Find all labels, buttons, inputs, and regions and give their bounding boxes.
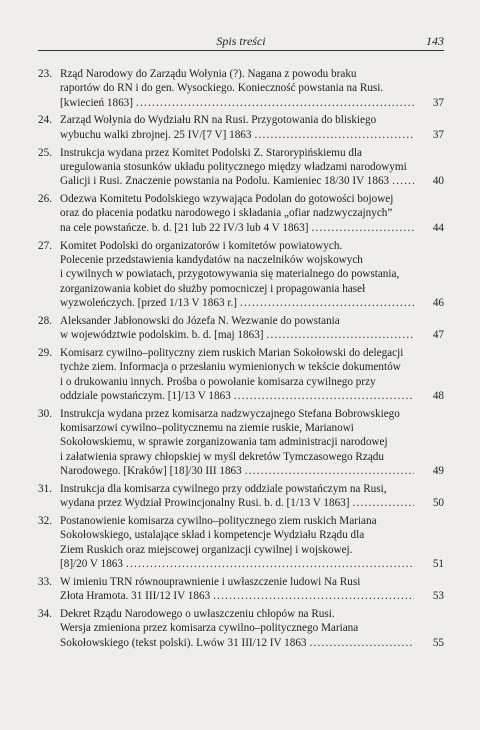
toc-entry-number: 32.: [38, 514, 52, 527]
toc-entry-text: Odezwa Komitetu Podolskiego wzywająca Podolan do gotowości bojowej: [60, 193, 394, 206]
toc-entry-text: komisarzowi cywilno–politycznemu na ziemie ruskie, Marianowi: [60, 421, 354, 434]
toc-entry-page: 49: [432, 464, 444, 477]
toc-entry-text: Komitet Podolski do organizatorów i komitetów powiatowych.: [60, 239, 343, 252]
toc-entry-text: Postanowienie komisarza cywilno–politycznego ziem ruskich Mariana: [60, 514, 377, 527]
dot-leader: [310, 636, 414, 650]
toc-entry-text: W imieniu TRN równouprawnienie i uwłaszczenie ludowi Na Rusi: [60, 575, 361, 588]
toc-entry-text: uregulowania stosunków układu politycznego między władzami narodowymi: [60, 160, 407, 173]
toc-entry-text: raportów do RN i do gen. Wysockiego. Konieczność powstania na Rusi.: [60, 82, 384, 95]
toc-entry: [38, 346, 444, 403]
page-number: 143: [426, 34, 444, 48]
toc-entry-text: Dekret Rządu Narodowego o uwłaszczeniu chłopów na Rusi.: [60, 607, 335, 620]
toc-entry-text: Komisarz cywilno–polityczny ziem ruskich Marian Sokołowski do delegacji: [60, 346, 404, 359]
toc-entry-text: i cywilnych w powiatach, przygotowywania się materialnego do powstania,: [60, 268, 400, 281]
toc-entry-number: 27.: [38, 239, 52, 252]
table-of-contents: [38, 67, 444, 653]
toc-entry-text: tychże ziem. Informacja o przesłaniu wymienionych w tekście dokumentów: [60, 361, 401, 374]
toc-entry: [38, 482, 444, 511]
toc-entry-text: Sokołowskiemu, w sprawie zorganizowania tam administracji narodowej: [60, 436, 388, 449]
toc-entry: [38, 514, 444, 571]
toc-entry-text: Wersja zmieniona przez komisarza cywilno–politycznego Mariana: [60, 622, 359, 635]
dot-leader: [267, 328, 414, 342]
toc-entry-text: Złota Hramota. 31 III/12 IV 1863: [60, 590, 211, 603]
toc-entry-text: wydana przez Wydział Prowincjonalny Rusi. b. d. [1/13 V 1863]: [60, 497, 350, 510]
dot-leader: [126, 557, 414, 571]
dot-leader: [234, 389, 414, 403]
toc-entry-text: oraz do płacenia podatku narodowego i składania „ofiar nadzwyczajnych”: [60, 207, 393, 220]
toc-entry-page: 50: [432, 497, 444, 510]
toc-entry-page: 46: [432, 296, 444, 309]
toc-entry-text: Narodowego. [Kraków] [18]/30 III 1863: [60, 464, 242, 477]
toc-entry-page: 47: [432, 329, 444, 342]
dot-leader: [213, 589, 414, 603]
toc-entry-text: Ziem Ruskich oraz miejscowej organizacji cywilnej i wojskowej.: [60, 543, 353, 556]
toc-entry-text: Instrukcja wydana przez Komitet Podolski Z. Starorypińskiemu dla: [60, 146, 362, 159]
toc-entry: [38, 192, 444, 235]
running-header: [38, 32, 444, 51]
toc-entry: [38, 239, 444, 310]
toc-entry-text: i załatwienia sprawy chłopskiej w myśl dekretów Tymczasowego Rządu: [60, 450, 384, 463]
toc-entry-number: 33.: [38, 575, 52, 588]
toc-entry-text: Sokołowskiego (tekst polski). Lwów 31 III/12 IV 1863: [60, 636, 307, 649]
toc-entry: [38, 575, 444, 604]
toc-entry-number: 25.: [38, 146, 52, 159]
toc-entry-text: na cele powstańcze. b. d. [21 lub 22 IV/3 lub 4 V 1863]: [60, 221, 309, 234]
toc-entry-page: 44: [432, 221, 444, 234]
toc-entry-text: [8]/20 V 1863: [60, 557, 123, 570]
toc-entry-text: Instrukcja dla komisarza cywilnego przy oddziale powstańczym na Rusi,: [60, 482, 387, 495]
dot-leader: [136, 96, 414, 110]
toc-entry-page: 53: [432, 590, 444, 603]
dot-leader: [240, 296, 414, 310]
toc-entry-text: wybuchu walki zbrojnej. 25 IV/[7 V] 1863: [60, 128, 252, 141]
toc-entry-page: 51: [432, 557, 444, 570]
toc-entry-number: 34.: [38, 607, 52, 620]
toc-entry-page: 40: [432, 175, 444, 188]
dot-leader: [255, 128, 415, 142]
toc-entry: [38, 67, 444, 110]
toc-entry-text: [kwiecień 1863]: [60, 96, 134, 109]
toc-entry-number: 29.: [38, 346, 52, 359]
header-title: Spis treści: [216, 34, 266, 48]
dot-leader: [245, 464, 414, 478]
toc-entry-text: Sokołowskiego, ustalające skład i kompetencje Wydziału Rządu dla: [60, 529, 365, 542]
toc-entry-number: 26.: [38, 193, 52, 206]
toc-entry-text: w województwie podolskim. b. d. [maj 1863]: [60, 329, 264, 342]
toc-entry-text: Zarząd Wołynia do Wydziału RN na Rusi. Przygotowania do bliskiego: [60, 114, 377, 127]
toc-entry-text: Aleksander Jabłonowski do Józefa N. Wezwanie do powstania: [60, 314, 340, 327]
toc-entry-number: 31.: [38, 482, 52, 495]
toc-entry: [38, 607, 444, 650]
toc-entry: [38, 407, 444, 478]
toc-entry-number: 24.: [38, 114, 52, 127]
toc-entry-number: 23.: [38, 68, 52, 80]
toc-entry-page: 48: [432, 389, 444, 402]
dot-leader: [311, 221, 414, 235]
toc-entry-text: Polecenie przedstawienia kandydatów na naczelników wojskowych: [60, 253, 363, 266]
toc-entry-text: Galicji i Rusi. Znaczenie powstania na Podolu. Kamieniec 18/30 IV 1863: [60, 175, 390, 188]
toc-entry-page: 55: [432, 636, 444, 649]
toc-entry-page: 37: [432, 128, 444, 141]
toc-entry: [38, 314, 444, 343]
toc-entry-text: oddziale powstańczym. [1]/13 V 1863: [60, 389, 231, 402]
dot-leader: [392, 174, 414, 188]
toc-entry-number: 30.: [38, 407, 52, 420]
toc-entry-text: Instrukcja wydana przez komisarza nadzwyczajnego Stefana Bobrowskiego: [60, 407, 400, 420]
toc-entry-page: 37: [432, 96, 444, 109]
toc-entry: [38, 146, 444, 189]
toc-entry-number: 28.: [38, 314, 52, 327]
toc-entry-text: wyzwoleńczych. [przed 1/13 V 1863 r.]: [60, 296, 237, 309]
dot-leader: [353, 496, 414, 510]
toc-entry: [38, 113, 444, 142]
toc-entry-text: zorganizowania kobiet do służby pomocniczej i propagowania haseł: [60, 282, 366, 295]
toc-entry-text: i o drukowaniu innych. Prośba o powołanie komisarza cywilnego przy: [60, 375, 376, 388]
toc-entry-text: Rząd Narodowy do Zarządu Wołynia (?). Nagana z powodu braku: [60, 68, 357, 80]
